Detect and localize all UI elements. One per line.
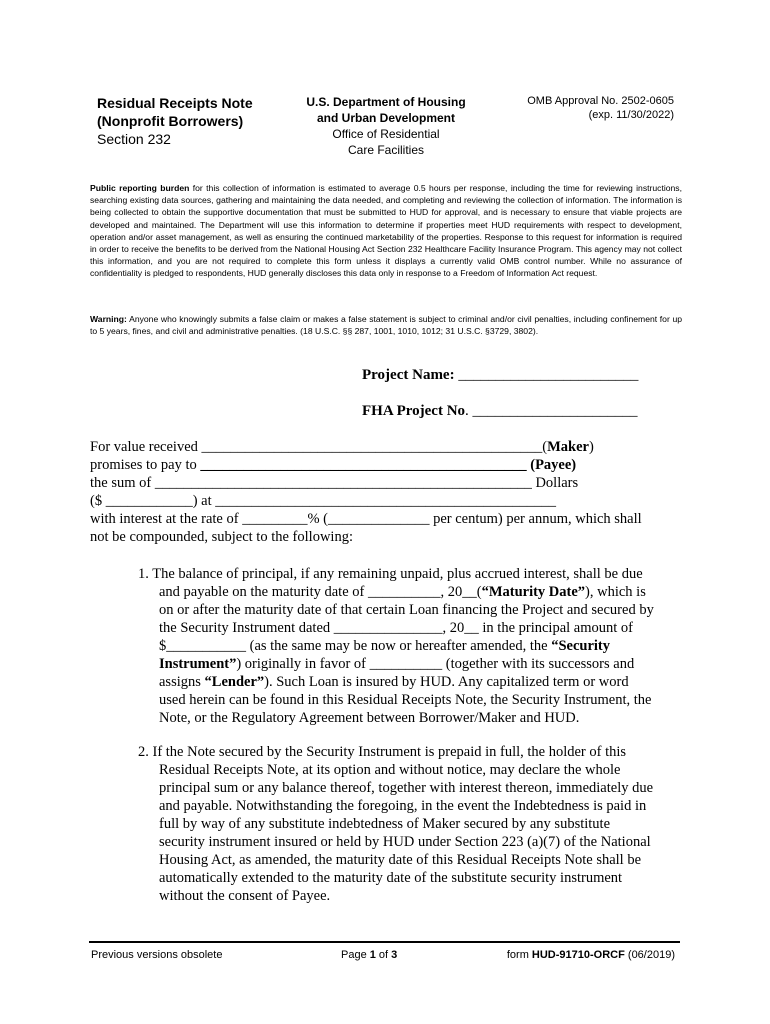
fha-project-label: FHA Project No: [362, 403, 466, 419]
warning-label: Warning:: [90, 314, 127, 324]
maturity-date-term: “Maturity Date”: [481, 584, 586, 600]
item-line: the Security Instrument dated _______________, 20__ in the principal amount of: [159, 620, 633, 636]
body-line: [90, 456, 682, 474]
burden-label: Public reporting burden: [90, 183, 190, 193]
project-name-blank[interactable]: ________________________: [458, 367, 639, 383]
item-line: Housing Act, as amended, the maturity date of this Residual Receipts Note shall be: [159, 852, 642, 868]
omb-approval-block: [500, 94, 674, 122]
burden-text: for this collection of information is estimated to average 0.5 hours per response, including the time for reviewing instructions, searching existing data sources, gathering and maintaining the data needed, and completing and reviewing the collection of information. The information is being collected to obtain the supportive documentation that must be submitted to HUD for approval, and is necessary to ensure that viable projects are developed and maintained. The Department will use this information to determine if properties meet HUD requirements with respect to development, operation and/or asset management, as well as ensuring the continued marketability of the properties. Response to this request for information is required in order to receive the benefits to be derived from the National Housing Act Section 232 Healthcare Facility Insurance Program. This agency may not collect this information, and you are not required to complete this form unless it displays a currently valid OMB control number. While no assurance of confidentiality is pledged to respondents, HUD generally discloses this data only in response to a Freedom of Information Act request.: [90, 183, 682, 279]
fha-project-blank[interactable]: ______________________: [472, 403, 638, 419]
public-burden-notice: [90, 182, 682, 280]
page-number: 1: [369, 949, 376, 961]
item-line: automatically extended to the maturity date of the substitute security instrument: [159, 870, 623, 886]
sum-line: the sum of ____________________________________________________ Dollars: [90, 475, 579, 491]
footer-obsolete-note: Previous versions obsolete: [91, 949, 223, 961]
list-item: [138, 565, 678, 727]
amount-line: ($ ____________) at _______________________________________________: [90, 493, 556, 509]
security-term: “Security: [551, 638, 610, 654]
item-text: ). Such Loan is insured by HUD. Any capitalized term or word: [264, 674, 629, 690]
form-id: HUD-91710-ORCF: [531, 949, 625, 961]
item-line: and payable. Notwithstanding the foregoing, in the event the Indebtedness is paid in: [159, 798, 647, 814]
item-line: used herein can be found in this Residual Receipts Note, the Security Instrument, the: [159, 692, 652, 708]
compounded-line: not be compounded, subject to the following:: [90, 529, 353, 545]
item-line: Note, or the Regulatory Agreement between Borrower/Maker and HUD.: [159, 710, 580, 726]
list-item: [138, 743, 678, 905]
form-title-block: [97, 94, 253, 148]
agency-name-line2: and Urban Development: [316, 111, 456, 125]
instrument-term: Instrument”: [159, 656, 237, 672]
omb-number: OMB Approval No. 2502-0605: [527, 95, 674, 107]
item-text: $___________ (as the same may be now or hereafter amended, the: [159, 638, 552, 654]
item-line: without the consent of Payee.: [159, 888, 331, 904]
item-text: assigns: [159, 674, 205, 690]
form-title: Residual Receipts Note: [97, 95, 253, 111]
item-line: full by way of any substitute indebtedness of Maker secured by any substitute: [159, 816, 611, 832]
maker-close: ): [588, 439, 594, 455]
agency-name-line1: U.S. Department of Housing: [306, 95, 466, 109]
form-identifier: [500, 949, 675, 961]
warning-text: Anyone who knowingly submits a false claim or makes a false statement is subject to criminal and/or civil penalties, including confinement for up to 5 years, fines, and civil and administrative penalties. (18 U.S.C. §§ 287, 1001, 1010, 1012; 31 U.S.C. §3729, 3802).: [90, 314, 682, 337]
maker-label: Maker: [547, 439, 589, 455]
item-line: [138, 673, 678, 691]
interest-line: with interest at the rate of _________% (______________ per centum) per annum, which shall: [90, 511, 642, 527]
office-name-line2: Care Facilities: [347, 143, 425, 157]
payee-close: ): [571, 457, 577, 473]
fha-project-number-field: [362, 403, 638, 420]
page-indicator: [341, 949, 397, 961]
item-line: security instrument insured or held by HUD under Section 223 (a)(7) of the National: [159, 834, 651, 850]
item-line: on or after the maturity date of that certain Loan financing the Project and secured by: [159, 602, 654, 618]
promissory-paragraph: [90, 438, 682, 546]
form-prefix: form: [506, 949, 532, 961]
item-text: ), which is: [585, 584, 646, 600]
warning-notice: [90, 313, 682, 337]
item-text: and payable on the maturity date of __________, 20__(: [159, 584, 482, 600]
form-section: Section 232: [97, 131, 171, 147]
footer-divider: [89, 941, 680, 943]
form-subtitle: (Nonprofit Borrowers): [97, 113, 244, 129]
agency-block: [292, 94, 480, 158]
payee-intro: promises to pay to: [90, 457, 201, 473]
item-line: [138, 583, 678, 601]
fha-project-dot: .: [465, 403, 469, 419]
lender-term: “Lender”: [204, 674, 265, 690]
page-total: 3: [391, 949, 398, 961]
item-line: principal sum or any balance thereof, together with interest thereon, immediately due: [159, 780, 654, 796]
omb-expiration: (exp. 11/30/2022): [588, 109, 674, 121]
maker-line: For value received _______________________________________________(: [90, 439, 548, 455]
item-line: 1. The balance of principal, if any remaining unpaid, plus accrued interest, shall be due: [138, 566, 643, 582]
item-line: 2. If the Note secured by the Security Instrument is prepaid in full, the holder of this: [138, 744, 627, 760]
item-text: ) originally in favor of __________ (together with its successors and: [236, 656, 635, 672]
office-name-line1: Office of Residential: [332, 127, 440, 141]
item-line: [138, 655, 678, 673]
page-prefix: Page: [341, 949, 370, 961]
project-name-label: Project Name:: [362, 367, 455, 383]
item-line: Residual Receipts Note, at its option and without notice, may declare the whole: [159, 762, 621, 778]
form-date: (06/2019): [624, 949, 675, 961]
project-name-field: [362, 367, 638, 384]
body-line: [90, 438, 682, 456]
payee-label: _____________________________________________ (Payee: [200, 457, 572, 473]
item-line: [138, 637, 678, 655]
page-of: of: [375, 949, 392, 961]
